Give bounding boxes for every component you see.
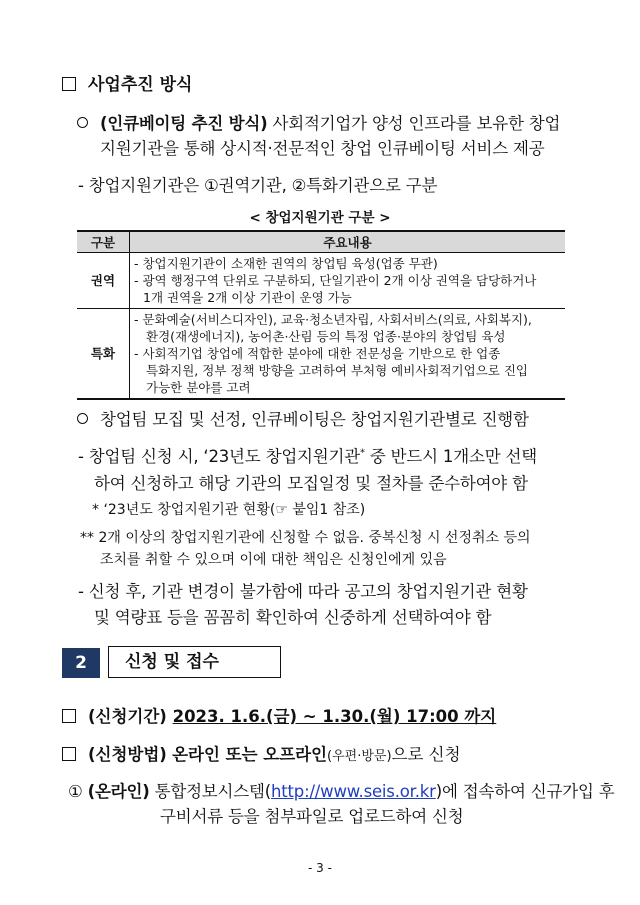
seis-link[interactable]: http://www.seis.or.kr [271,782,436,801]
application-rule-line1: - 창업팀 신청 시, ‘23년도 창업지원기관* 중 반드시 1개소만 선택 [78,447,537,466]
circle-bullet-icon [77,117,88,128]
section-heading: 사업추진 방식 [62,70,192,95]
footnote-institution-status: * ‘23년도 창업지원기관 현황(☞ 붙임1 참조) [92,502,366,518]
incubating-method-paragraph: (인큐베이팅 추진 방식) 사회적기업가 양성 인프라를 보유한 창업 [77,110,560,134]
footnote-duplicate-line1: ** 2개 이상의 창업지원기관에 신청할 수 없음. 중복신청 시 선정취소 등의 [80,530,531,546]
application-rule-line2: 하여 신청하고 해당 기관의 모집일정 및 절차를 준수하여야 함 [94,474,528,493]
row-type-specialized: 특화 [77,309,130,400]
institution-type-table [77,230,565,400]
column-header-content: 주요내용 [130,231,566,253]
table-caption: < 창업지원기관 구분 > [249,210,391,226]
table-row [77,253,565,309]
footnote-duplicate-line2: 조치를 취할 수 있으며 이에 대한 책임은 신청인에게 있음 [100,552,447,568]
column-header-type: 구분 [77,231,130,253]
change-rule-line2: 및 역량표 등을 꼼꼼히 확인하여 신중하게 선택하여야 함 [94,608,492,627]
page-number: - 3 - [308,861,332,875]
square-bullet-icon [62,77,76,91]
application-period: (신청기간) 2023. 1.6.(금) ~ 1.30.(월) 17:00 까지 [62,703,496,727]
application-method: (신청방법) 온라인 또는 오프라인(우편·방문)으로 신청 [62,741,461,765]
institution-types-line: - 창업지원기관은 ①권역기관, ②특화기관으로 구분 [78,176,438,195]
row-type-regional: 권역 [77,253,130,309]
table-header-row [77,231,565,253]
recruitment-paragraph: 창업팀 모집 및 선정, 인큐베이팅은 창업지원기관별로 진행함 [77,406,529,430]
square-bullet-icon [62,709,76,723]
square-bullet-icon [62,747,76,761]
section-number-badge: 2 [62,648,100,678]
circle-bullet-icon [77,413,88,424]
table-row [77,309,565,400]
row-content-regional: - 창업지원기관이 소재한 권역의 창업팀 육성(업종 무관) - 광역 행정구역 단위로 구분하되, 단일기관이 2개 이상 권역을 담당하거나 1개 권역을 2개 이상 기관이 운영 가능 [130,253,566,309]
online-application-line1: ① (온라인) 통합정보시스템(http://www.seis.or.kr)에 접속하여 신규가입 후 [68,782,615,801]
online-application-line2: 구비서류 등을 첨부파일로 업로드하여 신청 [160,807,464,826]
incubating-method-line2: 지원기관을 통해 상시적·전문적인 창업 인큐베이팅 서비스 제공 [100,139,545,158]
change-rule-line1: - 신청 후, 기관 변경이 불가함에 따라 공고의 창업지원기관 현황 [78,582,528,601]
row-content-specialized: - 문화예술(서비스디자인), 교육·청소년자립, 사회서비스(의료, 사회복지), 환경(재생에너지), 농어촌·산림 등의 특정 업종·분야의 창업팀 육성 - 사회적기업 창업에 적합한 분야에 대한 전문성을 기반으로 한 업종 특화지원, 정부 정책 방향을 고려하여 부처형 예비사회적기업으로 진입 가능한 분야를 고려 [130,309,566,400]
section-title-box: 신청 및 접수 [108,646,281,678]
